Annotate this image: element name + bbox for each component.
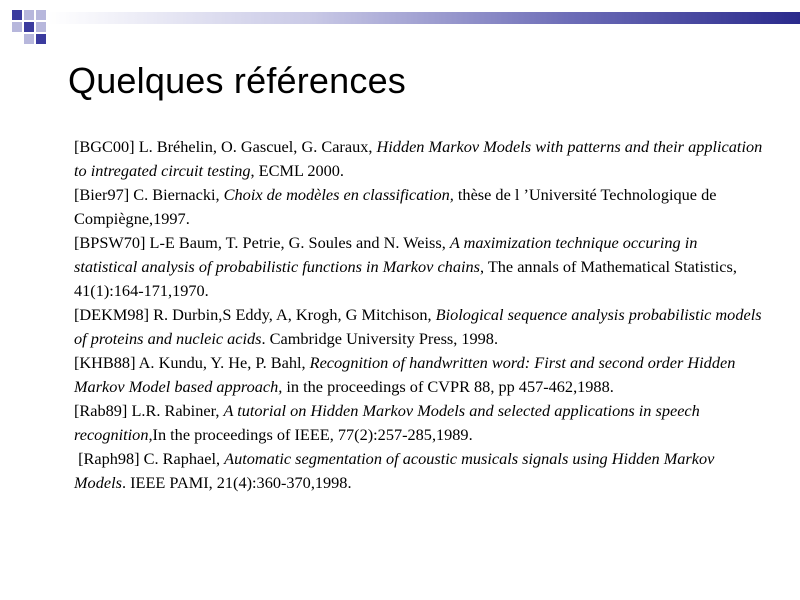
reference-source: in the proceedings of CVPR 88, pp 457-462,1988. <box>286 377 614 396</box>
reference-authors: L-E Baum, T. Petrie, G. Soules and N. Weiss, <box>149 233 446 252</box>
reference-item <box>74 135 764 183</box>
decor-square <box>24 34 34 44</box>
reference-title: Choix de modèles en classification, <box>223 185 454 204</box>
reference-source: , ECML 2000. <box>250 161 344 180</box>
reference-item <box>74 447 764 495</box>
reference-title: A tutorial on Hidden Markov Models and selected applications in speech recognition, <box>74 401 700 444</box>
decor-square <box>24 10 34 20</box>
decor-square <box>12 22 22 32</box>
decor-square <box>36 22 46 32</box>
reference-title: Recognition of handwritten word: First and second order Hidden Markov Model based approach, <box>74 353 736 396</box>
references-list <box>74 135 764 495</box>
reference-authors: C. Raphael, <box>143 449 221 468</box>
reference-item <box>74 351 764 399</box>
reference-title: Hidden Markov Models with patterns and their application to intregated circuit testing <box>74 137 763 180</box>
reference-title: Automatic segmentation of acoustic musicals signals using Hidden Markov Models <box>74 449 715 492</box>
reference-authors: R. Durbin,S Eddy, A, Krogh, G Mitchison, <box>153 305 432 324</box>
reference-key: [Raph98] <box>78 449 140 468</box>
reference-key: [Rab89] <box>74 401 128 420</box>
reference-item <box>74 231 764 303</box>
reference-title: Biological sequence analysis probabilistic models of proteins and nucleic acids <box>74 305 762 348</box>
reference-authors: L. Bréhelin, O. Gascuel, G. Caraux, <box>138 137 373 156</box>
decor-square <box>36 34 46 44</box>
reference-key: [KHB88] <box>74 353 136 372</box>
reference-source: . Cambridge University Press, 1998. <box>261 329 499 348</box>
decor-square <box>12 10 22 20</box>
reference-key: [BPSW70] <box>74 233 146 252</box>
reference-key: [Bier97] <box>74 185 130 204</box>
decor-square <box>36 10 46 20</box>
reference-title: A maximization technique occuring in statistical analysis of probabilistic functions in Markov chains <box>74 233 698 276</box>
reference-authors: A. Kundu, Y. He, P. Bahl, <box>138 353 306 372</box>
reference-authors: L.R. Rabiner, <box>131 401 220 420</box>
reference-item <box>74 303 764 351</box>
reference-key: [DEKM98] <box>74 305 150 324</box>
reference-key: [BGC00] <box>74 137 135 156</box>
reference-source: . IEEE PAMI, 21(4):360-370,1998. <box>121 473 352 492</box>
reference-item <box>74 399 764 447</box>
reference-source: thèse de l ’Université Technologique de Compiègne,1997. <box>74 185 717 228</box>
slide-title: Quelques références <box>68 60 406 101</box>
reference-authors: C. Biernacki, <box>133 185 220 204</box>
decor-square <box>24 22 34 32</box>
reference-source: , The annals of Mathematical Statistics, 41(1):164-171,1970. <box>74 257 737 300</box>
reference-source: In the proceedings of IEEE, 77(2):257-285,1989. <box>152 425 473 444</box>
reference-item <box>74 183 764 231</box>
header-gradient-bar <box>48 12 800 24</box>
